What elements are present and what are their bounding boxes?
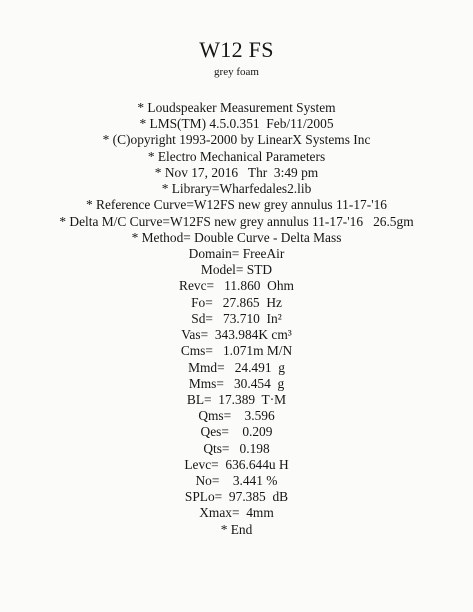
parameter-line: Sd= 73.710 In² bbox=[191, 310, 282, 326]
parameter-line: SPLo= 97.385 dB bbox=[184, 489, 289, 505]
parameter-line: Qms= 3.596 bbox=[198, 408, 275, 424]
parameter-line: Qts= 0.198 bbox=[203, 440, 270, 456]
parameter-line: Cms= 1.071m M/N bbox=[180, 343, 293, 359]
parameter-line: No= 3.441 % bbox=[195, 473, 278, 489]
header-line: * LMS(TM) 4.5.0.351 Feb/11/2005 bbox=[139, 116, 334, 132]
parameter-line: Mms= 30.454 g bbox=[188, 375, 285, 391]
header-line: * (C)opyright 1993-2000 by LinearX Systems Inc bbox=[102, 132, 371, 148]
header-line: * Nov 17, 2016 Thr 3:49 pm bbox=[154, 164, 319, 180]
parameter-line: Xmax= 4mm bbox=[199, 505, 274, 521]
header-line: * Method= Double Curve - Delta Mass bbox=[131, 229, 342, 245]
header-line: * Reference Curve=W12FS new grey annulus 11-17-'16 bbox=[85, 197, 387, 213]
parameter-line: Domain= FreeAir bbox=[188, 245, 285, 261]
parameter-line: Revc= 11.860 Ohm bbox=[179, 278, 294, 294]
parameter-line: BL= 17.389 T·M bbox=[186, 391, 287, 407]
parameter-line: Levc= 636.644u H bbox=[184, 456, 289, 472]
header-line: * Delta M/C Curve=W12FS new grey annulus 11-17-'16 26.5gm bbox=[59, 213, 414, 229]
header-line: * Library=Wharfedales2.lib bbox=[161, 181, 312, 197]
header-line: * Electro Mechanical Parameters bbox=[147, 148, 326, 164]
document-subtitle: grey foam bbox=[214, 66, 259, 78]
parameter-line: Mmd= 24.491 g bbox=[188, 359, 285, 375]
parameter-line: Fo= 27.865 Hz bbox=[191, 294, 282, 310]
parameter-list bbox=[0, 100, 473, 538]
parameter-line: Qes= 0.209 bbox=[200, 424, 273, 440]
parameter-line: Vas= 343.984K cm³ bbox=[181, 327, 292, 343]
footer-line: * End bbox=[220, 521, 253, 537]
header-line: * Loudspeaker Measurement System bbox=[137, 100, 336, 115]
document-title: W12 FS bbox=[199, 37, 274, 62]
parameter-line: Model= STD bbox=[200, 262, 273, 278]
